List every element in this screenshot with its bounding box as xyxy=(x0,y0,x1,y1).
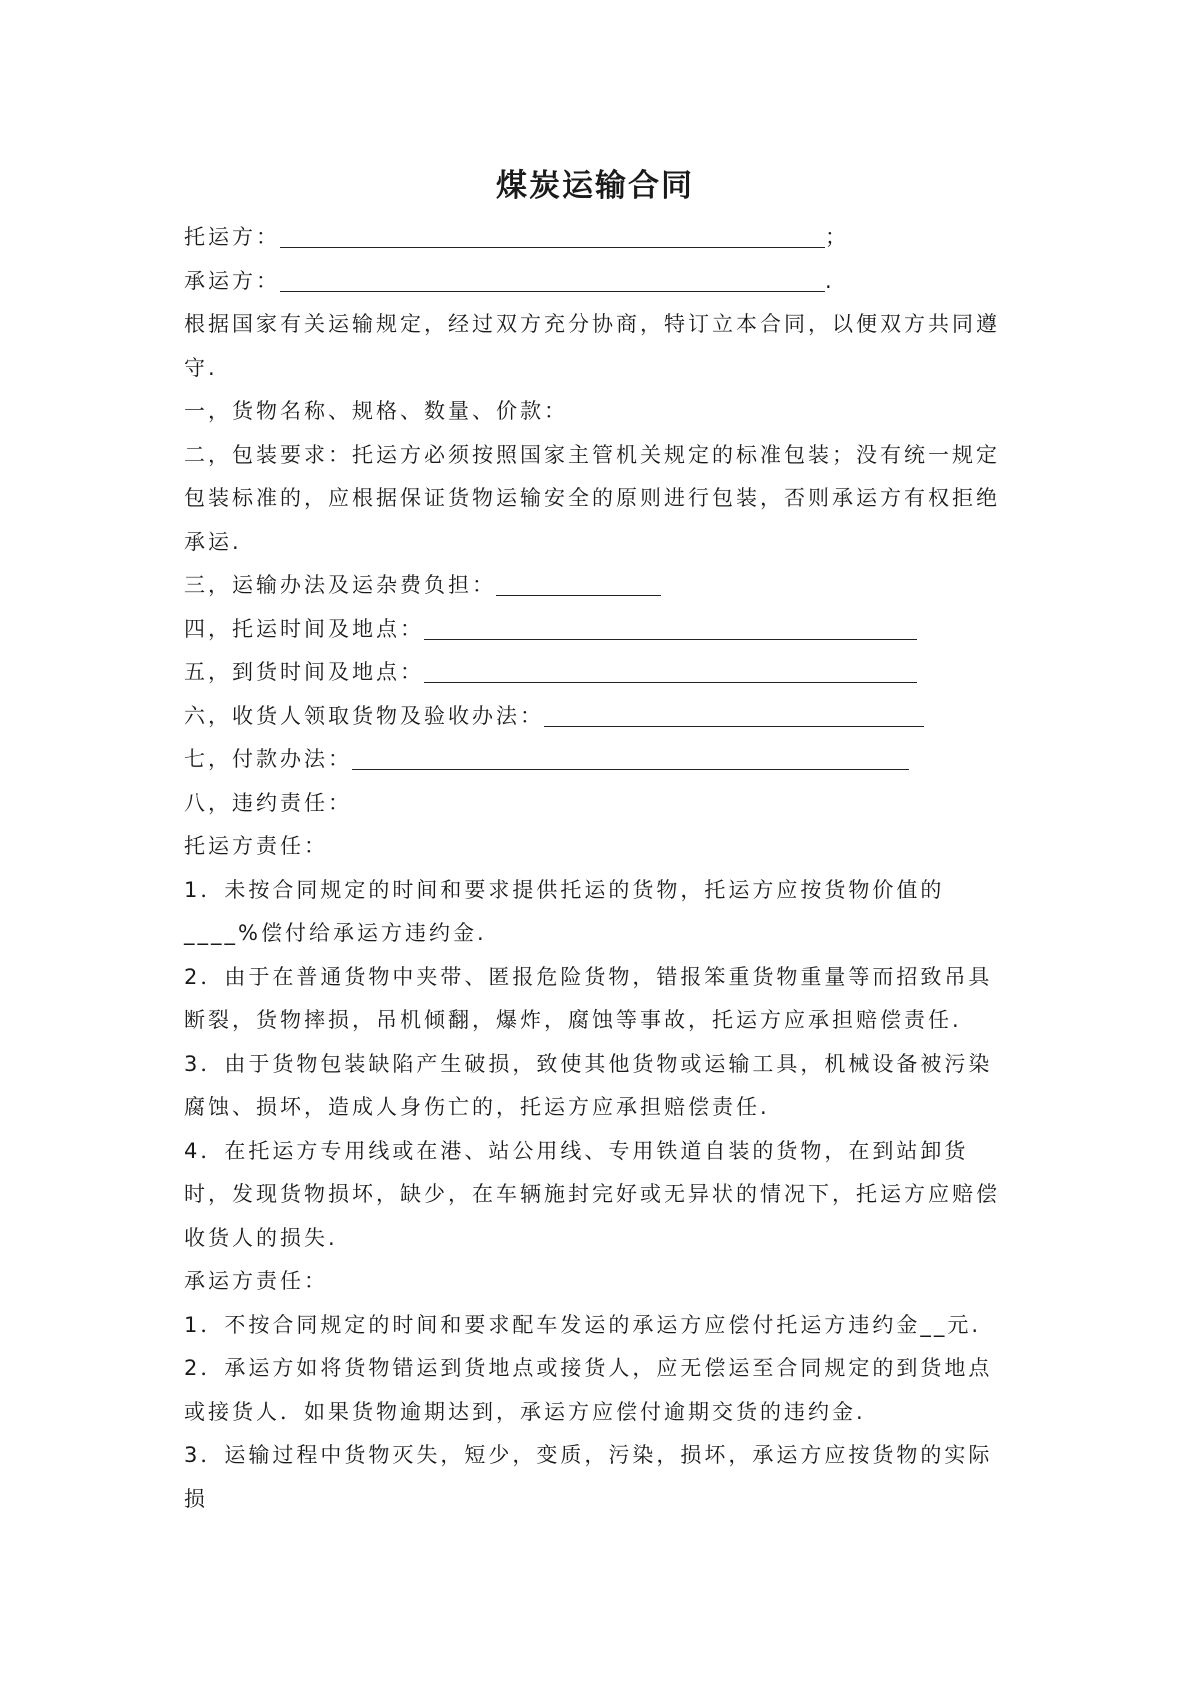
section-1: 一，货物名称、规格、数量、价款： xyxy=(184,399,568,423)
section-4-line xyxy=(184,608,1010,652)
section-2: 二，包装要求：托运方必须按照国家主管机关规定的标准包装；没有统一规定包装标准的，应根据保证货物运输安全的原则进行包装，否则承运方有权拒绝承运. xyxy=(184,442,1000,554)
section-5-line xyxy=(184,651,1010,695)
document-title: 煤炭运输合同 xyxy=(496,168,694,204)
intro-paragraph: 根据国家有关运输规定，经过双方充分协商，特订立本合同，以便双方共同遵守. xyxy=(184,312,1000,380)
shipper-resp-item-1: 1．未按合同规定的时间和要求提供托运的货物，托运方应按货物价值的____%偿付给承运方违约金. xyxy=(184,877,945,945)
shipper-resp-item-2: 2．由于在普通货物中夹带、匿报危险货物，错报笨重货物重量等而招致吊具断裂，货物摔损，吊机倾翻，爆炸，腐蚀等事故，托运方应承担赔偿责任. xyxy=(184,964,993,1032)
carrier-line xyxy=(184,260,1010,304)
section-4-label: 四，托运时间及地点： xyxy=(184,616,424,641)
shipper-line xyxy=(184,216,1010,260)
carrier-blank xyxy=(280,269,825,292)
shipper-resp-heading: 托运方责任： xyxy=(184,834,328,858)
section-3-label: 三，运输办法及运杂费负担： xyxy=(184,573,496,597)
section-6-label: 六，收货人领取货物及验收办法： xyxy=(184,703,544,728)
carrier-resp-item-2: 2．承运方如将货物错运到货地点或接货人，应无偿运至合同规定的到货地点或接货人．如果货物逾期达到，承运方应偿付逾期交货的违约金. xyxy=(184,1356,993,1424)
shipper-resp-item-4: 4．在托运方专用线或在港、站公用线、专用铁道自装的货物，在到站卸货时，发现货物损坏，缺少，在车辆施封完好或无异状的情况下，托运方应赔偿收货人的损失. xyxy=(184,1138,1000,1250)
carrier-resp-item-3: 3．运输过程中货物灭失，短少，变质，污染，损坏，承运方应按货物的实际损 xyxy=(184,1443,993,1511)
section-3-line xyxy=(184,564,1010,608)
carrier-label: 承运方： xyxy=(184,268,280,293)
section-3-blank xyxy=(496,573,661,596)
shipper-blank xyxy=(280,225,825,248)
section-7-line xyxy=(184,738,1010,782)
section-5-label: 五，到货时间及地点： xyxy=(184,660,424,684)
section-8: 八，违约责任： xyxy=(184,790,352,815)
section-5-blank xyxy=(424,660,917,683)
shipper-label: 托运方： xyxy=(184,225,280,249)
section-4-blank xyxy=(424,617,917,640)
shipper-resp-item-3: 3．由于货物包装缺陷产生破损，致使其他货物或运输工具，机械设备被污染腐蚀、损坏，造成人身伤亡的，托运方应承担赔偿责任. xyxy=(184,1051,993,1119)
section-7-blank xyxy=(352,747,909,770)
carrier-end: . xyxy=(825,268,835,293)
section-6-line xyxy=(184,695,1010,739)
carrier-resp-item-1: 1．不按合同规定的时间和要求配车发运的承运方应偿付托运方违约金__元. xyxy=(184,1312,982,1337)
section-7-label: 七，付款办法： xyxy=(184,747,352,771)
document-body xyxy=(184,216,1010,1521)
carrier-resp-heading: 承运方责任： xyxy=(184,1269,328,1293)
section-6-blank xyxy=(544,704,924,727)
shipper-end: ； xyxy=(825,225,849,249)
